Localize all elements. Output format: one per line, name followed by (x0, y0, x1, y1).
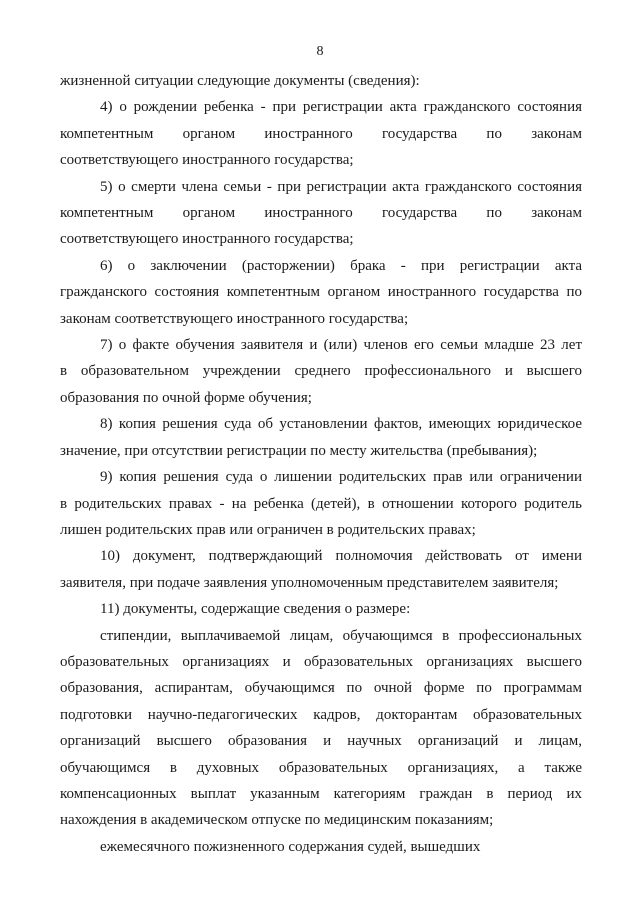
paragraph (60, 596, 582, 622)
text-line: подготовки научно-педагогических кадров, докторантам образовательных (60, 706, 582, 723)
text-line: 10) документ, подтверждающий полномочия действовать от имени (100, 548, 582, 565)
text-line: 7) о факте обучения заявителя и (или) членов его семьи младше 23 лет (100, 337, 582, 354)
paragraph (60, 464, 582, 543)
text-line: в родительских правах - на ребенка (детей), в отношении которого родитель (60, 495, 582, 512)
text-line: 9) копия решения суда о лишении родительских прав или ограничении (100, 469, 582, 486)
page-number: 8 (316, 44, 324, 59)
text-line: ежемесячного пожизненного содержания судей, вышедших (100, 838, 481, 855)
paragraph (60, 543, 582, 596)
paragraph (60, 174, 582, 253)
text-line: нахождения в академическом отпуске по медицинским показаниям; (60, 812, 494, 829)
text-line: образования по очной форме обучения; (60, 389, 312, 406)
paragraph (60, 623, 582, 834)
text-line: организаций высшего образования и научных организаций и лицам, (60, 733, 582, 750)
paragraph (60, 834, 582, 860)
text-line: соответствующего иностранного государства; (60, 231, 354, 248)
paragraph (60, 94, 582, 173)
document-body (60, 68, 582, 860)
text-line: стипендии, выплачиваемой лицам, обучающимся в профессиональных (100, 627, 582, 644)
text-line: 8) копия решения суда об установлении фактов, имеющих юридическое (100, 416, 582, 433)
text-line: соответствующего иностранного государства; (60, 152, 354, 169)
text-line: компенсационных выплат указанным категориям граждан в период их (60, 785, 582, 802)
text-line: 4) о рождении ребенка - при регистрации акта гражданского состояния (100, 99, 582, 116)
text-line: законам соответствующего иностранного государства; (60, 310, 409, 327)
text-line: в образовательном учреждении среднего профессионального и высшего (60, 363, 582, 380)
text-line: лишен родительских прав или ограничен в родительских правах; (60, 521, 476, 538)
paragraph (60, 253, 582, 332)
paragraph (60, 332, 582, 411)
text-line: заявителя, при подаче заявления уполномоченным представителем заявителя; (60, 574, 559, 591)
text-line: 6) о заключении (расторжении) брака - при регистрации акта (100, 257, 582, 274)
text-line: гражданского состояния компетентным органом иностранного государства по (60, 284, 582, 301)
text-line: компетентным органом иностранного государства по законам (60, 205, 582, 222)
text-line: 5) о смерти члена семьи - при регистрации акта гражданского состояния (100, 178, 582, 195)
text-line: обучающимся в духовных образовательных организациях, а также (60, 759, 582, 776)
text-line: образовательных организациях и образовательных организациях высшего (60, 653, 582, 670)
text-line: жизненной ситуации следующие документы (сведения): (60, 73, 420, 89)
paragraph (60, 68, 582, 94)
text-line: 11) документы, содержащие сведения о размере: (100, 601, 411, 618)
paragraph (60, 411, 582, 464)
text-line: значение, при отсутствии регистрации по месту жительства (пребывания); (60, 442, 538, 459)
text-line: компетентным органом иностранного государства по законам (60, 125, 582, 142)
text-line: образования, аспирантам, обучающимся по очной форме по программам (60, 680, 582, 697)
